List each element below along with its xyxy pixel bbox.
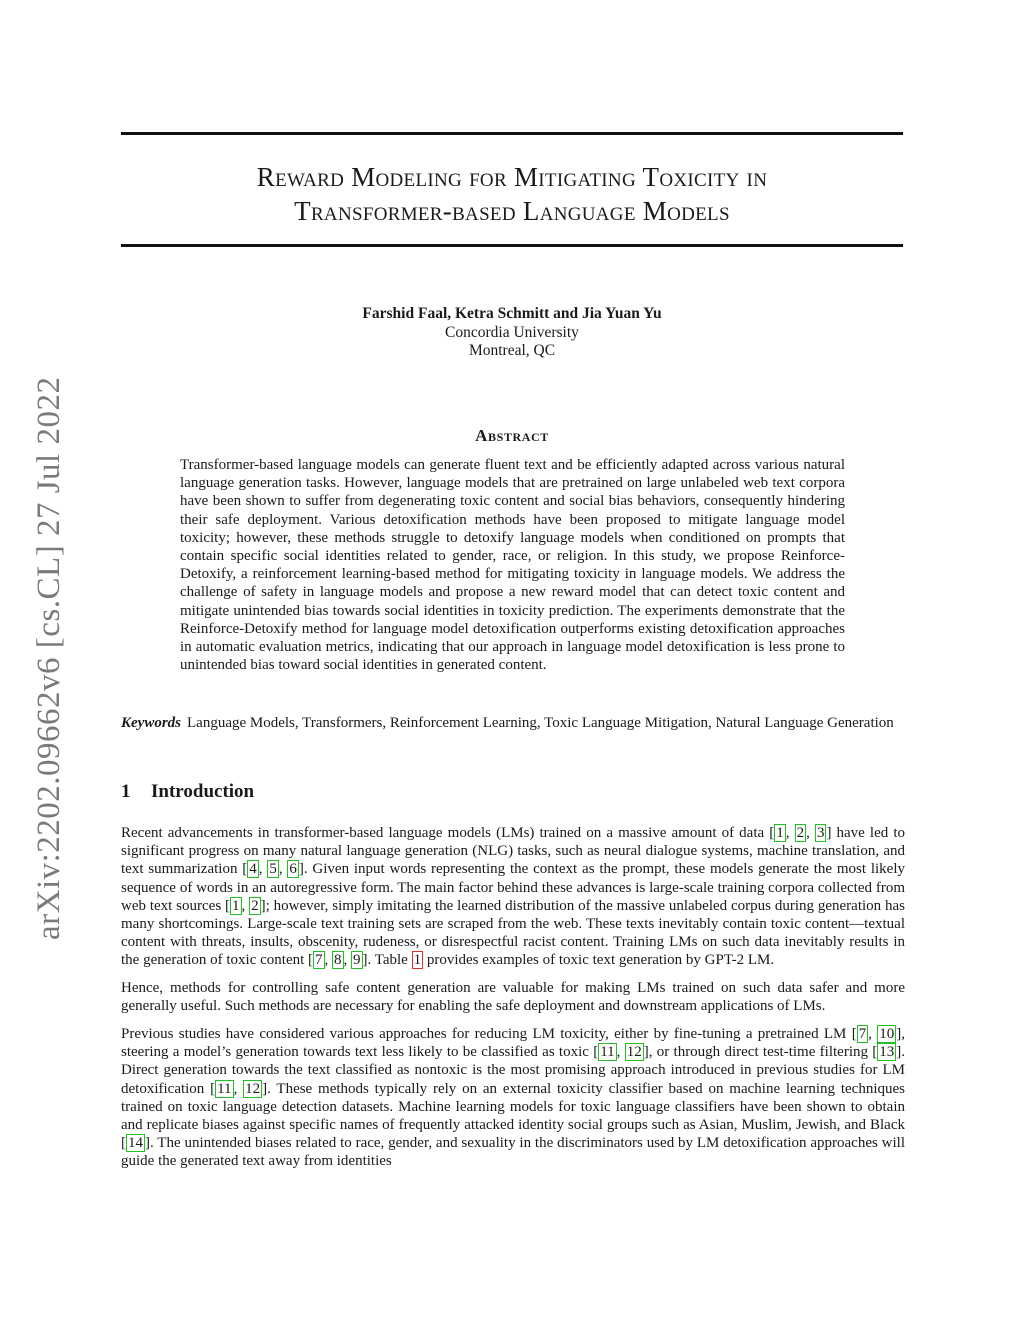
citation-link[interactable]: 7 [858,1026,867,1043]
text-run: ]. Table [362,952,412,969]
text-run: ], or through direct test-time filtering [ [643,1044,878,1061]
citation-link[interactable]: 12 [245,1080,261,1097]
author-names: Farshid Faal, Ketra Schmitt and Jia Yuan Yu [362,305,662,322]
text-run: ]. Direct generation towards the text classified as nontoxic is the most promising approach introduced in previous studies for LM detoxification [ [121,1044,906,1097]
body-column [121,824,905,1180]
citation-link[interactable]: 11 [217,1080,232,1097]
text-run: ]; however, simply imitating the learned distribution of the massive unlabeled corpus during generation has many shortcomings. Large-scale text training sets are scraped from the web. These texts inevitably contain toxic content—textual content with threats, insults, obscenity, rudeness, or disrespectful racist content. Training LMs on such data inevitably results in the generation of toxic content [ [121,897,906,969]
citation-link[interactable]: 4 [249,861,257,878]
title-line-1: Reward Modeling for Mitigating Toxicity in [256,162,768,192]
citation-link[interactable]: 12 [626,1044,642,1061]
citation-link[interactable]: 10 [879,1026,895,1043]
title-top-rule [121,132,903,135]
text-run: ]. The unintended biases related to race, gender, and sexuality in the discriminators used by LM detoxification approaches will guide the generated text away from identities [121,1135,905,1170]
citation-link[interactable]: 2 [251,897,259,914]
keywords [121,714,903,732]
abstract-text: Transformer-based language models can generate fluent text and be efficiently adapted across various natural language generation tasks. However, language models that are pretrained on large unlabeled web text corpora have been shown to suffer from degenerating toxic content and social bias behaviors, consequently hindering their safe deployment. Various detoxification methods have been proposed to mitigate language model toxicity; however, these methods struggle to detoxify language models when conditioned on prompts that contain specific social identities related to gender, race, or religion. In this study, we propose Reinforce-Detoxify, a reinforcement learning-based method for mitigating toxicity in language models. We address the challenge of safety in language models and propose a new reward model that can detect toxic content and mitigate unintended bias towards social identities in toxicity prediction. The experiments demonstrate that the Reinforce-Detoxify method for language model detoxification outperforms existing detoxification approaches in automatic evaluation metrics, indicating that our approach in language model detoxification is less prone to unintended bias toward social identities in generated content. [180,457,845,674]
text-run: ], steering a model’s generation towards text less likely to be classified as toxic [ [121,1026,906,1061]
citation-link[interactable]: 1 [776,825,784,841]
citation-link[interactable]: 2 [796,825,805,841]
table-reference-link[interactable]: 1 [413,952,422,969]
paragraph-3: Previous studies have considered various approaches for reducing LM toxicity, either by fine-tuning a pretrained LM [ 7 , 10 ], steering a model’s generation towards text less likely to be classified as toxic [ 11 , 12 ], or through direct test-time filtering [ 13 ]. Direct generation towards the text classified as nontoxic is the most promising approach introduced in previous studies for LM detoxification [ 11 , 12 ]. These methods typically rely on an external toxicity classifier based on machine learning techniques trained on toxic language detection datasets. Machine learning models for toxic language classifiers have been shown to obtain and replicate biases against specific names of frequently attacked identity social groups such as Asian, Muslim, Jewish, and Black [ 14 ]. The unintended biases related to race, gender, and sexuality in the discriminators used by LM detoxification approaches will guide the generated text away from identities [121,1026,906,1170]
author-block [121,305,903,361]
citation-link[interactable]: 1 [232,897,240,914]
text-run: ]. Given input words representing the context as the prompt, these models generate the most likely sequence of words in an autoregressive form. The main factor behind these advances is large-scale training corpora collected from web text sources [ [121,861,905,914]
section-number: 1 [121,781,131,802]
citation-link[interactable]: 7 [315,952,323,969]
text-run: ]. These methods typically rely on an external toxicity classifier based on machine learning techniques trained on toxic language detection datasets. Machine learning models for toxic language classifiers have been shown to obtain and replicate biases against specific names of frequently attacked identity social groups such as Asian, Muslim, Jewish, and Black [ [121,1080,905,1152]
title-bottom-rule [121,244,903,247]
citation-link[interactable]: 9 [353,952,361,969]
keywords-label: Keywords [121,715,181,731]
text-run: Previous studies have considered various approaches for reducing LM toxicity, either by fine-tuning a pretrained LM [ [121,1026,857,1043]
citation-link[interactable]: 3 [816,825,825,841]
citation-link[interactable]: 14 [128,1135,143,1152]
title-line-2: Transformer-based Language Models [294,196,730,226]
author-affiliation: Concordia University [445,323,579,341]
paper-title [121,160,903,228]
text-run: ] have led to significant progress on many natural language generation (NLG) tasks, such as neural dialogue systems, machine translation, and text summarization [ [121,825,906,878]
text-run: provides examples of toxic text generation by GPT-2 LM. [423,952,775,969]
text-run: Recent advancements in transformer-based language models (LMs) trained on a massive amount of data [ [121,825,775,841]
arxiv-identifier: arXiv:2202.09662v6 [cs.CL] 27 Jul 2022 [31,376,67,940]
paragraph-2: Hence, methods for controlling safe content generation are valuable for making LMs trained on such data safer and more generally useful. Such methods are necessary for enabling the safe deployment and downstream applications of LMs. [121,980,905,1015]
citation-link[interactable]: 5 [269,861,277,878]
section-heading [121,781,254,803]
citation-link[interactable]: 11 [600,1044,615,1061]
abstract-heading: Abstract [475,426,549,445]
section-title: Introduction [151,781,255,802]
citation-link[interactable]: 8 [334,952,342,969]
citation-link[interactable]: 13 [879,1044,895,1061]
paragraph-1: Recent advancements in transformer-based language models (LMs) trained on a massive amount of data [ 1 , 2 , 3 ] have led to significant progress on many natural language generation (NLG) tasks, such as neural dialogue systems, machine translation, and text summarization [ 4 , 5 , 6 ]. Given input words representing the context as the prompt, these models generate the most likely sequence of words in an autoregressive form. The main factor behind these advances is large-scale training corpora collected from web text sources [ 1 , 2 ]; however, simply imitating the learned distribution of the massive unlabeled corpus during generation has many shortcomings. Large-scale text training sets are scraped from the web. These texts inevitably contain toxic content—textual content with threats, insults, obscenity, rudeness, or disrespectful racist content. Training LMs on such data inevitably results in the generation of toxic content [ 7 , 8 , 9 ]. Table 1 provides examples of toxic text generation by GPT-2 LM. [121,825,906,969]
citation-link[interactable]: 6 [289,861,297,878]
keywords-text: Language Models, Transformers, Reinforcement Learning, Toxic Language Mitigation, Natural Language Generation [187,715,894,731]
author-location: Montreal, QC [468,342,556,359]
